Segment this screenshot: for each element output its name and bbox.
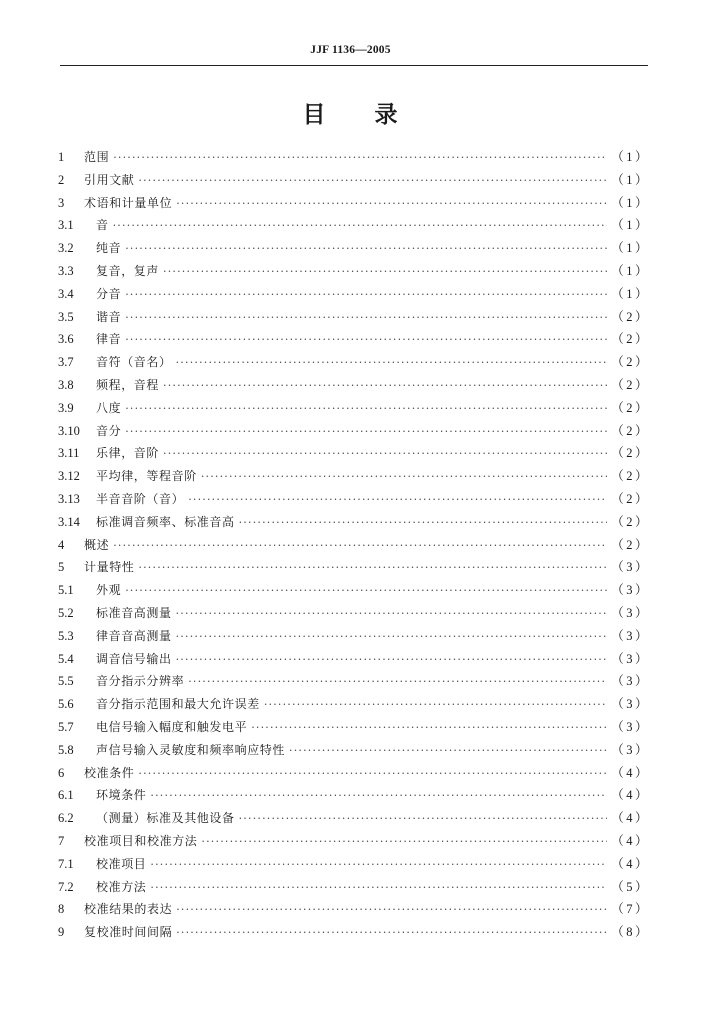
toc-entry-page: （2）: [611, 355, 650, 370]
toc-entry-number: 5.2: [58, 605, 74, 620]
toc-entry-label: 电信号输入幅度和触发电平: [96, 719, 248, 734]
toc-entry-number: 3: [58, 195, 65, 210]
dot-leader: [176, 193, 607, 216]
toc-entry[interactable]: [58, 374, 650, 397]
toc-entry-number: 3.5: [58, 309, 74, 324]
toc-entry-page: （3）: [611, 719, 650, 734]
toc-entry-number: 5.4: [58, 651, 74, 666]
toc-entry-label: 校准项目: [96, 856, 147, 871]
dot-leader: [113, 147, 607, 170]
toc-entry-label: 调音信号输出: [96, 651, 172, 666]
toc-entry-label: 音分指示分辨率: [96, 674, 185, 689]
toc-entry[interactable]: [58, 602, 650, 625]
toc-entry-page: （2）: [611, 514, 650, 529]
toc-entry[interactable]: [58, 921, 650, 944]
toc-entry-page: （4）: [611, 833, 650, 848]
toc-entry[interactable]: [58, 511, 650, 534]
toc-entry-number: 6: [58, 765, 65, 780]
toc-entry-page: （3）: [611, 651, 650, 666]
toc-entry-page: （5）: [611, 879, 650, 894]
toc-entry-number: 5.5: [58, 674, 74, 689]
toc-entry-label: 音: [96, 218, 109, 233]
toc-entry-number: 6.2: [58, 811, 74, 826]
toc-entry-label: 律音音高测量: [96, 628, 172, 643]
toc-entry-label: 标准音高测量: [96, 605, 172, 620]
toc-entry[interactable]: [58, 556, 650, 579]
dot-leader: [125, 307, 607, 330]
toc-entry-page: （3）: [611, 628, 650, 643]
dot-leader: [125, 238, 607, 261]
dot-leader: [251, 717, 607, 740]
dot-leader: [176, 352, 608, 375]
dot-leader: [138, 557, 607, 580]
toc-entry[interactable]: [58, 830, 650, 853]
toc-entry-label: 乐律，音阶: [96, 446, 160, 461]
dot-leader: [125, 284, 607, 307]
toc-entry-page: （2）: [611, 309, 650, 324]
toc-entry-page: （2）: [611, 446, 650, 461]
dot-leader: [138, 763, 607, 786]
dot-leader: [176, 899, 607, 922]
toc-entry-label: 纯音: [96, 241, 122, 256]
toc-entry-number: 3.10: [58, 423, 80, 438]
toc-entry-page: （3）: [611, 605, 650, 620]
dot-leader: [176, 649, 608, 672]
toc-entry-page: （1）: [611, 172, 650, 187]
toc-entry-page: （1）: [611, 263, 650, 278]
dot-leader: [289, 740, 607, 763]
dot-leader: [163, 261, 607, 284]
toc-entry[interactable]: [58, 237, 650, 260]
dot-leader: [163, 443, 607, 466]
toc-entry-label: 环境条件: [96, 788, 147, 803]
toc-entry[interactable]: [58, 876, 650, 899]
toc-entry-label: 外观: [96, 583, 122, 598]
toc-entry-page: （3）: [611, 674, 650, 689]
toc-entry-label: （测量）标准及其他设备: [96, 811, 235, 826]
toc-entry-label: 校准方法: [96, 879, 147, 894]
toc-entry-page: （3）: [611, 583, 650, 598]
toc-entry-number: 5.3: [58, 628, 74, 643]
toc-entry-number: 3.4: [58, 286, 74, 301]
toc-entry-label: 谐音: [96, 309, 122, 324]
dot-leader: [239, 808, 608, 831]
toc-entry[interactable]: [58, 192, 650, 215]
dot-leader: [163, 375, 607, 398]
toc-entry-page: （1）: [611, 150, 650, 164]
toc-entry-number: 3.11: [58, 446, 80, 461]
toc-entry-page: （2）: [611, 491, 650, 506]
toc-entry-number: 5.8: [58, 742, 74, 757]
dot-leader: [113, 535, 607, 558]
dot-leader: [201, 831, 607, 854]
toc-entry-number: 4: [58, 537, 65, 552]
toc-entry[interactable]: [58, 488, 650, 511]
toc-entry[interactable]: [58, 648, 650, 671]
toc-entry[interactable]: [58, 283, 650, 306]
toc-entry-page: （1）: [611, 286, 650, 301]
dot-leader: [176, 922, 607, 945]
header-rule: [60, 65, 648, 66]
dot-leader: [264, 694, 607, 717]
toc-entry-number: 3.9: [58, 400, 74, 415]
toc-entry-page: （8）: [611, 925, 650, 940]
toc-entry-number: 6.1: [58, 788, 74, 803]
dot-leader: [125, 421, 607, 444]
toc-entry-number: 3.14: [58, 514, 80, 529]
toc-entry-page: （1）: [611, 218, 650, 233]
toc-entry-page: （2）: [611, 469, 650, 484]
toc-entry-number: 3.12: [58, 469, 80, 484]
toc-entry[interactable]: [58, 351, 650, 374]
toc-entry[interactable]: [58, 898, 650, 921]
dot-leader: [176, 603, 608, 626]
toc-entry[interactable]: [58, 328, 650, 351]
toc-entry-number: 3.2: [58, 241, 74, 256]
dot-leader: [188, 489, 607, 512]
toc-entry-number: 3.13: [58, 491, 80, 506]
toc-entry[interactable]: [58, 579, 650, 602]
toc-entry-page: （7）: [611, 902, 650, 917]
toc-entry-label: 术语和计量单位: [84, 195, 173, 210]
dot-leader: [138, 170, 607, 193]
toc-entry-page: （4）: [611, 811, 650, 826]
toc-entry-page: （2）: [611, 332, 650, 347]
toc-entry-page: （1）: [611, 195, 650, 210]
toc-entry-page: （2）: [611, 377, 650, 392]
toc-entry[interactable]: [58, 397, 650, 420]
toc-entry[interactable]: [58, 762, 650, 785]
toc-entry-label: 概述: [84, 537, 110, 552]
toc-entry[interactable]: [58, 739, 650, 762]
dot-leader: [113, 215, 608, 238]
toc-entry-label: 音分: [96, 423, 122, 438]
dot-leader: [150, 785, 607, 808]
toc-entry-number: 3.8: [58, 377, 74, 392]
toc-entry[interactable]: [58, 670, 650, 693]
toc-entry-label: 校准结果的表达: [84, 902, 173, 917]
dot-leader: [176, 626, 608, 649]
document-header: JJF 1136—2005: [310, 44, 391, 56]
dot-leader: [125, 398, 607, 421]
toc-entry[interactable]: [58, 306, 650, 329]
dot-leader: [188, 671, 607, 694]
toc-entry[interactable]: [58, 784, 650, 807]
title-char-1: 目: [302, 102, 327, 128]
toc-entry[interactable]: [58, 420, 650, 443]
toc-entry[interactable]: [58, 169, 650, 192]
toc-entry-label: 引用文献: [84, 172, 135, 187]
dot-leader: [201, 466, 607, 489]
toc-entry-number: 3.1: [58, 218, 74, 233]
toc-entry-number: 2: [58, 172, 65, 187]
toc-entry[interactable]: [58, 214, 650, 237]
toc-entry-label: 八度: [96, 400, 122, 415]
toc-entry-label: 校准项目和校准方法: [84, 833, 198, 848]
toc-entry-label: 频程，音程: [96, 377, 160, 392]
toc-entry-page: （2）: [611, 400, 650, 415]
toc-entry-number: 1: [58, 150, 65, 164]
toc-entry-label: 分音: [96, 286, 122, 301]
toc-entry-number: 7.2: [58, 879, 74, 894]
toc-entry-label: 校准条件: [84, 765, 135, 780]
table-of-contents: [58, 146, 650, 944]
toc-entry[interactable]: [58, 853, 650, 876]
dot-leader: [125, 580, 607, 603]
page-title: [0, 96, 701, 129]
toc-entry-label: 律音: [96, 332, 122, 347]
toc-entry-number: 7: [58, 833, 65, 848]
toc-entry-label: 计量特性: [84, 560, 135, 575]
toc-entry-page: （4）: [611, 765, 650, 780]
toc-entry[interactable]: [58, 716, 650, 739]
toc-entry-page: （4）: [611, 856, 650, 871]
toc-entry-page: （4）: [611, 788, 650, 803]
toc-entry[interactable]: [58, 465, 650, 488]
toc-entry-label: 复音，复声: [96, 263, 160, 278]
toc-entry-number: 5.6: [58, 697, 74, 712]
toc-entry[interactable]: [58, 534, 650, 557]
toc-entry-page: （3）: [611, 697, 650, 712]
toc-entry-label: 音符（音名）: [96, 355, 172, 370]
toc-entry[interactable]: [58, 693, 650, 716]
title-char-2: 录: [374, 102, 399, 128]
toc-entry-number: 9: [58, 925, 65, 940]
toc-entry-label: 复校准时间间隔: [84, 925, 173, 940]
toc-entry-number: 3.3: [58, 263, 74, 278]
toc-entry[interactable]: [58, 442, 650, 465]
toc-entry-number: 7.1: [58, 856, 74, 871]
dot-leader: [239, 512, 608, 535]
toc-entry-number: 5.7: [58, 719, 74, 734]
toc-entry-label: 声信号输入灵敏度和频率响应特性: [96, 742, 286, 757]
toc-entry-page: （3）: [611, 742, 650, 757]
toc-entry-number: 3.7: [58, 355, 74, 370]
toc-entry[interactable]: [58, 625, 650, 648]
toc-entry-page: （3）: [611, 560, 650, 575]
dot-leader: [125, 329, 607, 352]
toc-entry-page: （2）: [611, 537, 650, 552]
toc-entry-number: 3.6: [58, 332, 74, 347]
toc-entry-label: 平均律，等程音阶: [96, 469, 197, 484]
toc-entry[interactable]: [58, 146, 650, 169]
toc-entry-number: 8: [58, 902, 65, 917]
toc-entry-page: （1）: [611, 241, 650, 256]
dot-leader: [150, 854, 607, 877]
toc-entry-number: 5: [58, 560, 65, 575]
toc-entry[interactable]: [58, 260, 650, 283]
toc-entry[interactable]: [58, 807, 650, 830]
toc-entry-number: 5.1: [58, 583, 74, 598]
toc-entry-label: 标准调音频率、标准音高: [96, 514, 235, 529]
toc-entry-page: （2）: [611, 423, 650, 438]
toc-entry-label: 范围: [84, 150, 110, 164]
toc-entry-label: 音分指示范围和最大允许误差: [96, 697, 260, 712]
toc-entry-label: 半音音阶（音）: [96, 491, 185, 506]
dot-leader: [150, 877, 607, 900]
